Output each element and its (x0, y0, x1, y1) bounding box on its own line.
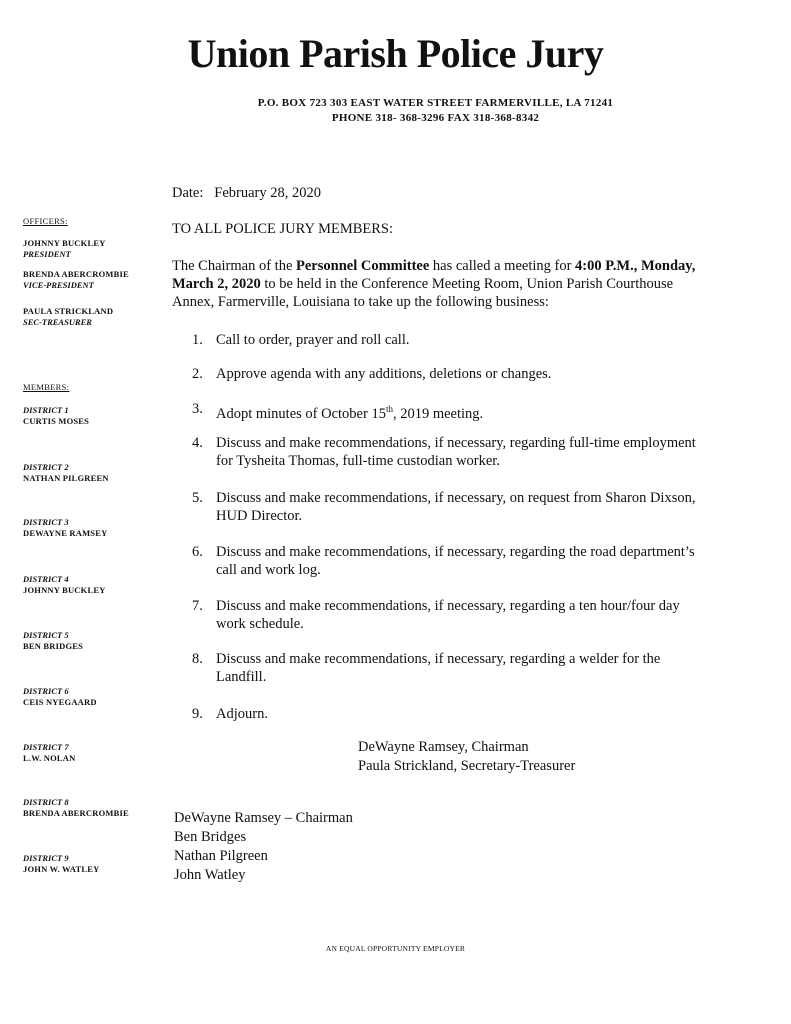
member-district: DISTRICT 4 (23, 574, 69, 584)
member-name: L.W. NOLAN (23, 753, 76, 763)
agenda-number: 3. (192, 401, 203, 417)
member-district: DISTRICT 2 (23, 462, 69, 472)
officer-name: BRENDA ABERCROMBIE (23, 269, 129, 279)
member-district: DISTRICT 5 (23, 630, 69, 640)
agenda-text: Adjourn. (216, 706, 268, 722)
officer-role: PRESIDENT (23, 249, 71, 259)
officer-name: JOHNNY BUCKLEY (23, 238, 106, 248)
agenda-item (192, 365, 702, 383)
agenda-number: 6. (192, 544, 203, 560)
committee-name: Personnel Committee (296, 258, 430, 274)
officer-role: VICE-PRESIDENT (23, 280, 94, 290)
phone-fax-line: PHONE 318- 368-3296 FAX 318-368-8342 (331, 112, 540, 124)
agenda-number: 4. (192, 435, 203, 451)
agenda-number: 1. (192, 332, 203, 348)
agenda-item (192, 434, 702, 470)
agenda-item (192, 705, 702, 723)
member-entry (23, 797, 158, 819)
member-district: DISTRICT 1 (23, 405, 69, 415)
agenda-item (192, 489, 702, 525)
member-entry (23, 686, 158, 708)
member-district: DISTRICT 9 (23, 853, 69, 863)
member-district: DISTRICT 7 (23, 742, 69, 752)
agenda-text: Discuss and make recommendations, if necessary, regarding the road department’s call and work log. (216, 544, 695, 578)
member-district: DISTRICT 8 (23, 797, 69, 807)
member-entry (23, 462, 158, 484)
member-name: JOHNNY BUCKLEY (23, 585, 106, 595)
agenda-number: 7. (192, 598, 203, 614)
organization-title: Union Parish Police Jury (187, 31, 604, 76)
signature-line: Paula Strickland, Secretary-Treasurer (358, 758, 576, 774)
address-line: P.O. BOX 723 303 EAST WATER STREET FARMERVILLE, LA 71241 (257, 97, 614, 109)
signature-line: DeWayne Ramsey, Chairman (358, 739, 529, 755)
agenda-item (192, 400, 702, 423)
member-entry (23, 517, 158, 539)
meeting-date: Monday, March 2, 2020 (172, 258, 696, 292)
committee-member: John Watley (174, 867, 246, 883)
date-value: February 28, 2020 (214, 185, 321, 201)
members-heading: MEMBERS: (23, 382, 70, 392)
member-entry (23, 742, 158, 764)
member-name: NATHAN PILGREEN (23, 473, 109, 483)
agenda-item (192, 597, 702, 633)
member-district: DISTRICT 6 (23, 686, 69, 696)
member-entry (23, 405, 158, 427)
agenda-text: Discuss and make recommendations, if necessary, regarding a welder for the Landfill. (216, 651, 661, 685)
meeting-intro: The Chairman of the Personnel Committee has called a meeting for 4:00 P.M., Monday, March 2, 2020 to be held in the Conference Meeting Room, Union Parish Courthouse Annex, Farmerville, Louisiana to take up the following business: (172, 258, 696, 310)
officer-entry (23, 269, 158, 291)
agenda-text: Call to order, prayer and roll call. (216, 332, 410, 348)
agenda-text: Discuss and make recommendations, if necessary, regarding a ten hour/four day work schedule. (216, 598, 680, 632)
officers-heading: OFFICERS: (23, 216, 68, 226)
footer-eoe: AN EQUAL OPPORTUNITY EMPLOYER (325, 944, 466, 953)
member-entry (23, 853, 158, 875)
signature-block (358, 738, 575, 776)
member-district: DISTRICT 3 (23, 517, 69, 527)
agenda-item (192, 650, 702, 686)
committee-member: DeWayne Ramsey – Chairman (174, 810, 353, 826)
agenda-number: 5. (192, 490, 203, 506)
salutation: TO ALL POLICE JURY MEMBERS: (172, 221, 394, 237)
member-entry (23, 630, 158, 652)
member-name: BRENDA ABERCROMBIE (23, 808, 129, 818)
agenda-item (192, 543, 702, 579)
officer-entry (23, 238, 158, 260)
member-name: JOHN W. WATLEY (23, 864, 100, 874)
agenda-text: Approve agenda with any additions, deletions or changes. (216, 366, 552, 382)
agenda-text: Discuss and make recommendations, if necessary, regarding full-time employment for Tysheita Thomas, full-time custodian worker. (216, 435, 696, 469)
member-name: BEN BRIDGES (23, 641, 84, 651)
committee-list (174, 809, 353, 885)
officer-name: PAULA STRICKLAND (23, 306, 114, 316)
agenda-number: 8. (192, 651, 203, 667)
agenda-text: Adopt minutes of October 15th, 2019 meeting. (216, 404, 484, 422)
officer-entry (23, 306, 158, 328)
member-entry (23, 574, 158, 596)
meeting-time: 4:00 P.M., (575, 258, 638, 274)
agenda-item (192, 331, 702, 349)
date-label: Date: (172, 185, 204, 201)
date-line (172, 184, 321, 202)
member-name: CURTIS MOSES (23, 416, 90, 426)
member-name: DEWAYNE RAMSEY (23, 528, 108, 538)
agenda-number: 9. (192, 706, 203, 722)
officer-role: SEC-TREASURER (23, 317, 92, 327)
agenda-text: Discuss and make recommendations, if necessary, on request from Sharon Dixson, HUD Director. (216, 490, 696, 524)
agenda-number: 2. (192, 366, 203, 382)
committee-member: Nathan Pilgreen (174, 848, 268, 864)
committee-member: Ben Bridges (174, 829, 247, 845)
member-name: CEIS NYEGAARD (23, 697, 97, 707)
